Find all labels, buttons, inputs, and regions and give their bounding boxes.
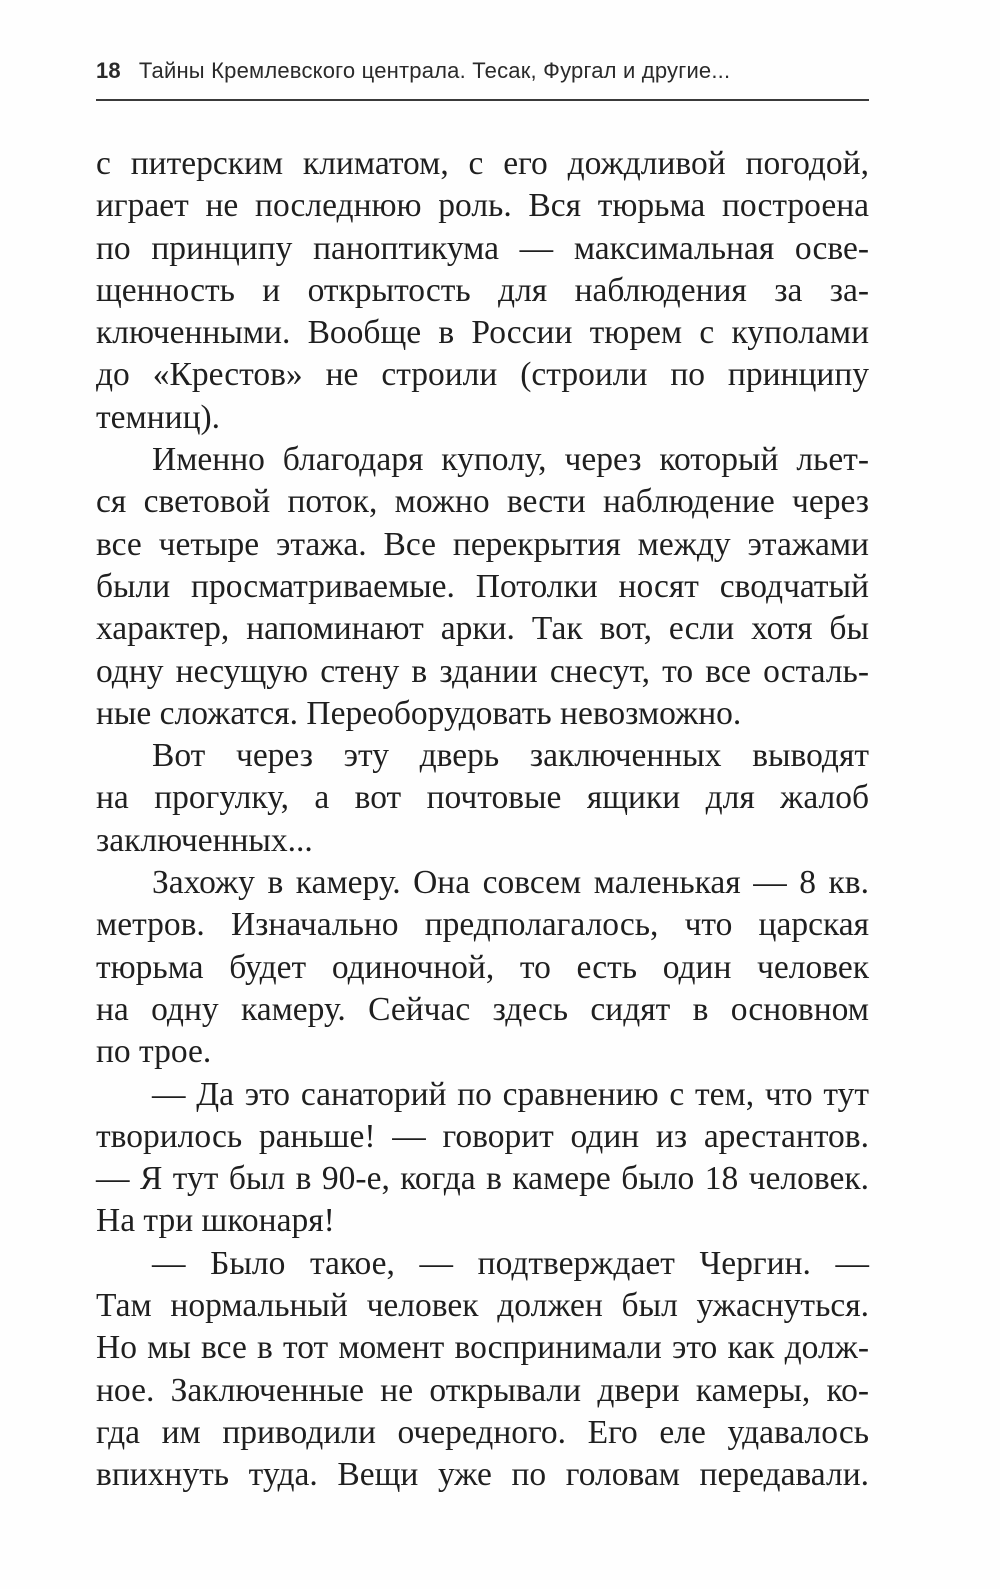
text-line: — Я тут был в 90-е, когда в камере было 18 человек. [96,1160,869,1198]
text-line: по трое. [96,1033,212,1071]
text-line: впихнуть туда. Вещи уже по головам передавали. [96,1456,869,1494]
text-line: ные сложатся. Переоборудовать невозможно. [96,694,742,732]
text-line: заключенных... [96,821,313,859]
text-line: играет не последнюю роль. Вся тюрьма построена [96,187,869,225]
text-line: ся световой поток, можно вести наблюдение через [96,483,869,521]
text-line: тюрьма будет одиночной, то есть один человек [96,948,869,986]
text-line: все четыре этажа. Все перекрытия между этажами [96,525,869,563]
text-line: — Да это санаторий по сравнению с тем, что тут [152,1075,869,1113]
text-line: творилось раньше! — говорит один из арестантов. [96,1117,869,1155]
text-line: Вот через эту дверь заключенных выводят [152,737,869,775]
running-title: Тайны Кремлевского централа. Тесак, Фургал и другие... [138,58,731,83]
text-line: характер, напоминают арки. Так вот, если хотя бы [96,610,869,648]
page-number: 18 [96,58,121,83]
text-line: гда им приводили очередного. Его еле удавалось [96,1413,869,1451]
text-line: Но мы все в тот момент воспринимали это как долж- [96,1329,869,1367]
text-line: щенность и открытость для наблюдения за за- [96,271,869,309]
text-line: На три шконаря! [96,1202,335,1240]
header-divider [96,99,869,101]
running-header [96,58,869,94]
text-line: ключенными. Вообще в России тюрем с куполами [96,314,869,352]
text-line: Там нормальный человек должен был ужаснуться. [96,1287,869,1325]
text-line: на одну камеру. Сейчас здесь сидят в основном [96,990,869,1028]
text-line: метров. Изначально предполагалось, что царская [96,906,869,944]
text-line: до «Крестов» не строили (строили по принципу [96,356,869,394]
text-line: на прогулку, а вот почтовые ящики для жалоб [96,779,869,817]
text-line: — Было такое, — подтверждает Чергин. — [152,1244,869,1282]
text-line: ное. Заключенные не открывали двери камеры, ко- [96,1371,869,1409]
text-line: Именно благодаря куполу, через который льет- [152,441,869,479]
body-text [96,143,869,1497]
text-line: по принципу паноптикума — максимальная осве- [96,229,869,267]
text-line: темниц). [96,398,221,436]
text-line: были просматриваемые. Потолки носят сводчатый [96,567,869,605]
text-line: одну несущую стену в здании снесут, то все осталь- [96,652,869,690]
text-line: с питерским климатом, с его дождливой погодой, [96,145,869,182]
text-line: Захожу в камеру. Она совсем маленькая — 8 кв. [152,864,869,902]
